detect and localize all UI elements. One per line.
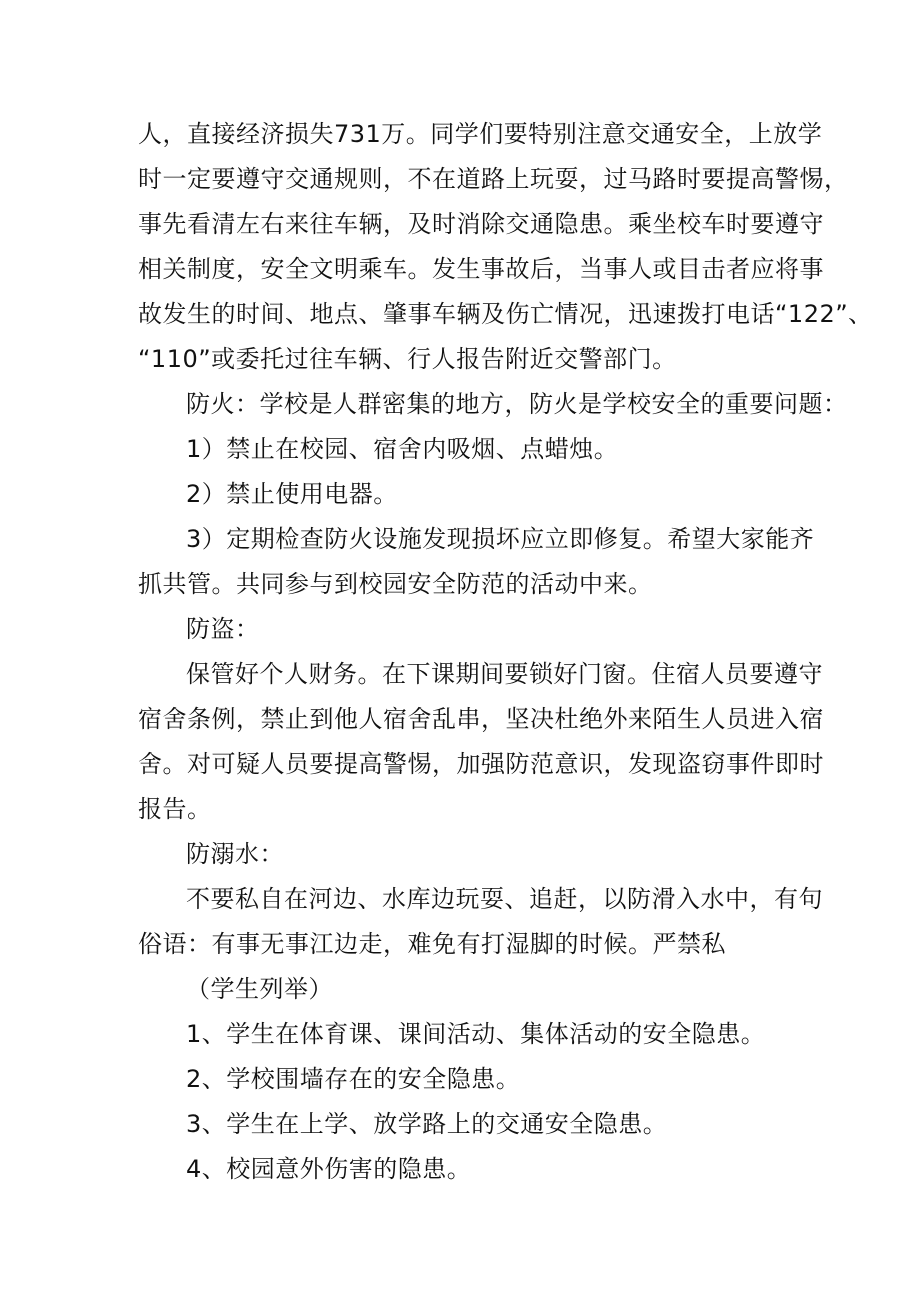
- paragraph-line: 不要私自在河边、水库边玩耍、追赶，以防滑入水中，有句: [186, 885, 823, 913]
- list-item: 2、学校围墙存在的安全隐患。: [186, 1065, 521, 1093]
- paragraph-line: 时一定要遵守交通规则，不在道路上玩耍，过马路时要提高警惕，: [138, 165, 849, 193]
- paragraph-line: “110”或委托过往车辆、行人报告附近交警部门。: [138, 345, 677, 373]
- paragraph-line: 俗语：有事无事江边走，难免有打湿脚的时候。严禁私: [138, 930, 726, 958]
- paragraph-line: 抓共管。共同参与到校园安全防范的活动中来。: [138, 570, 653, 598]
- list-item: 3、学生在上学、放学路上的交通安全隐患。: [186, 1110, 668, 1138]
- paragraph-line: 保管好个人财务。在下课期间要锁好门窗。住宿人员要遵守: [186, 660, 823, 688]
- list-item: 3）定期检查防火设施发现损坏应立即修复。希望大家能齐: [186, 525, 815, 553]
- paragraph-line: 相关制度，安全文明乘车。发生事故后，当事人或目击者应将事: [138, 255, 824, 283]
- list-item: 4、校园意外伤害的隐患。: [186, 1155, 472, 1183]
- list-item: 1）禁止在校园、宿舍内吸烟、点蜡烛。: [186, 435, 619, 463]
- paragraph-line: 人，直接经济损失731万。同学们要特别注意交通安全，上放学: [138, 120, 823, 148]
- list-item: 2）禁止使用电器。: [186, 480, 398, 508]
- section-heading-theft: 防盗：: [186, 615, 260, 643]
- paragraph-line: 事先看清左右来往车辆，及时消除交通隐患。乘坐校车时要遵守: [138, 210, 824, 238]
- paragraph-line: 舍。对可疑人员要提高警惕，加强防范意识，发现盗窃事件即时: [138, 750, 824, 778]
- list-item: 1、学生在体育课、课间活动、集体活动的安全隐患。: [186, 1020, 766, 1048]
- section-heading-drowning: 防溺水：: [186, 840, 284, 868]
- student-list-heading: （学生列举）: [186, 975, 333, 1003]
- section-heading-fire: 防火：学校是人群密集的地方，防火是学校安全的重要问题：: [186, 390, 848, 418]
- paragraph-line: 报告。: [138, 795, 212, 823]
- paragraph-line: 故发生的时间、地点、肇事车辆及伤亡情况，迅速拨打电话“122”、: [138, 300, 873, 328]
- paragraph-line: 宿舍条例，禁止到他人宿舍乱串，坚决杜绝外来陌生人员进入宿: [138, 705, 824, 733]
